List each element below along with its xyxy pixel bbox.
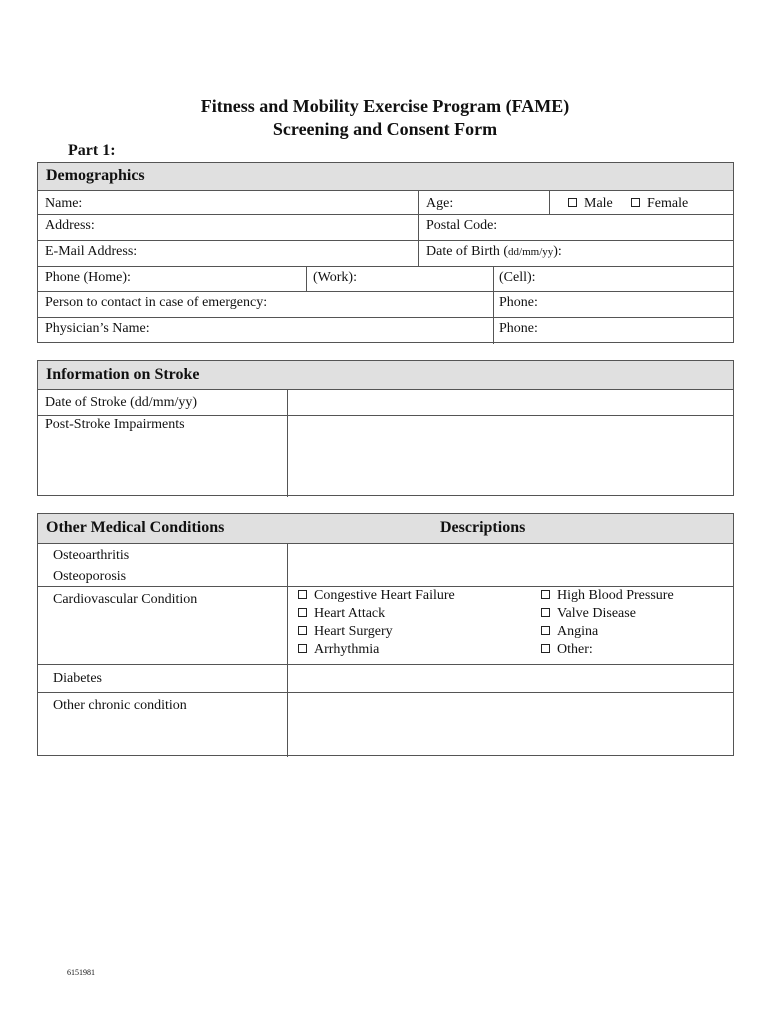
male-checkbox[interactable] — [568, 196, 613, 212]
stroke-header-label: Information on Stroke — [46, 366, 200, 383]
checkbox-icon — [568, 198, 577, 207]
checkbox-label: Valve Disease — [557, 606, 636, 621]
stroke-section — [37, 360, 734, 496]
date-of-birth-field[interactable] — [426, 244, 562, 260]
checkbox-label: Arrhythmia — [314, 642, 380, 657]
part-label: Part 1: — [68, 142, 116, 159]
name-field[interactable]: Name: — [45, 196, 83, 211]
date-of-stroke-label: Date of Stroke (dd/mm/yy) — [45, 395, 198, 410]
emergency-contact-field[interactable]: Person to contact in case of emergency: — [45, 295, 268, 310]
female-label: Female — [647, 196, 689, 211]
post-stroke-impairments-label: Post-Stroke Impairments — [45, 417, 185, 432]
postal-code-field[interactable]: Postal Code: — [426, 218, 498, 233]
form-subtitle: Screening and Consent Form — [272, 119, 498, 139]
stroke-header — [38, 361, 733, 390]
phone-work-field[interactable]: (Work): — [313, 270, 357, 285]
checkbox-icon — [541, 608, 550, 617]
dob-format: dd/mm/yy — [508, 246, 554, 258]
form-title: Fitness and Mobility Exercise Program (FAME) — [200, 96, 570, 116]
arrhythmia-checkbox[interactable] — [298, 642, 379, 658]
physician-name-field[interactable]: Physician’s Name: — [45, 321, 150, 336]
heart-attack-checkbox[interactable] — [298, 606, 385, 622]
osteoporosis-label: Osteoporosis — [53, 569, 127, 584]
checkbox-icon — [541, 590, 550, 599]
osteoarthritis-label: Osteoarthritis — [53, 548, 130, 563]
demographics-header — [38, 163, 733, 191]
checkbox-label: Heart Surgery — [314, 624, 393, 639]
checkbox-icon — [298, 644, 307, 653]
checkbox-icon — [541, 626, 550, 635]
phone-home-field[interactable]: Phone (Home): — [45, 270, 131, 285]
form-code: 6151981 — [67, 968, 95, 977]
checkbox-label: Heart Attack — [314, 606, 386, 621]
medical-header-label: Other Medical Conditions — [46, 519, 225, 536]
dob-label: Date of Birth ( — [426, 244, 509, 259]
address-field[interactable]: Address: — [45, 218, 95, 233]
congestive-heart-failure-checkbox[interactable] — [298, 588, 455, 604]
checkbox-label: Other: — [557, 642, 593, 657]
demographics-section — [37, 162, 734, 343]
checkbox-label: High Blood Pressure — [557, 588, 674, 603]
other-chronic-condition-label: Other chronic condition — [53, 698, 187, 713]
medical-header — [38, 514, 733, 544]
phone-cell-field[interactable]: (Cell): — [499, 270, 536, 285]
checkbox-icon — [298, 590, 307, 599]
age-field[interactable]: Age: — [426, 196, 454, 211]
physician-phone-field[interactable]: Phone: — [499, 321, 538, 336]
checkbox-label: Angina — [557, 624, 599, 639]
emergency-phone-field[interactable]: Phone: — [499, 295, 538, 310]
angina-checkbox[interactable] — [541, 624, 598, 640]
descriptions-header-label: Descriptions — [440, 519, 526, 536]
checkbox-icon — [541, 644, 550, 653]
medical-conditions-section — [37, 513, 734, 756]
checkbox-icon — [298, 608, 307, 617]
female-checkbox[interactable] — [631, 196, 688, 212]
diabetes-label: Diabetes — [53, 671, 102, 686]
valve-disease-checkbox[interactable] — [541, 606, 636, 622]
male-label: Male — [584, 196, 613, 211]
email-field[interactable]: E-Mail Address: — [45, 244, 138, 259]
demographics-header-label: Demographics — [46, 167, 145, 184]
dob-suffix: ): — [553, 244, 562, 259]
checkbox-icon — [298, 626, 307, 635]
other-checkbox[interactable] — [541, 642, 593, 658]
heart-surgery-checkbox[interactable] — [298, 624, 393, 640]
cardiovascular-condition-label: Cardiovascular Condition — [53, 592, 198, 607]
high-blood-pressure-checkbox[interactable] — [541, 588, 674, 604]
checkbox-label: Congestive Heart Failure — [314, 588, 455, 603]
checkbox-icon — [631, 198, 640, 207]
